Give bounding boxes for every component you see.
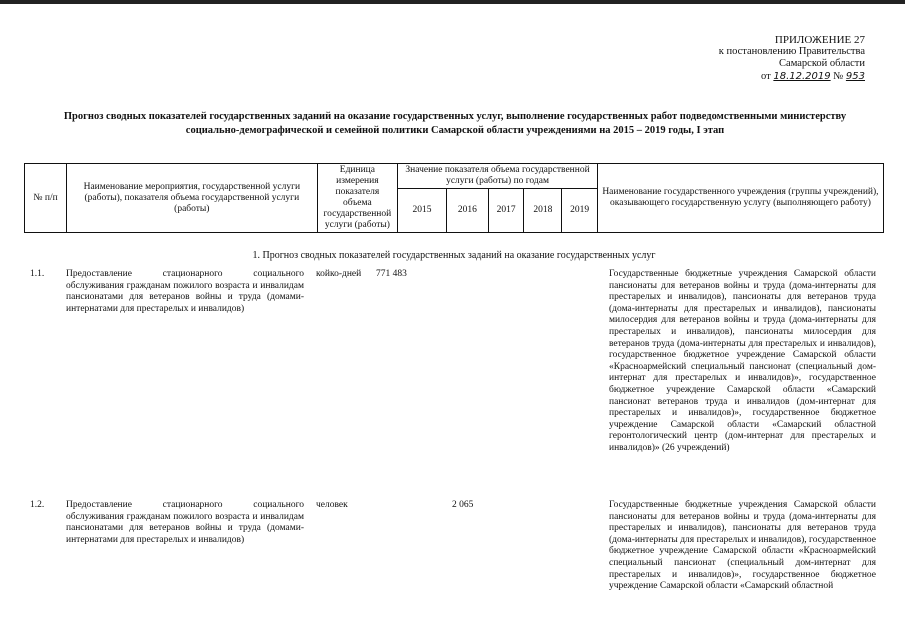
row-value-2016: 2 065	[452, 500, 474, 510]
header-year: 2017	[488, 189, 524, 233]
appendix-block	[665, 34, 865, 83]
title-line1: Прогноз сводных показателей государственных заданий на оказание государственных услуг, выполнение государственных работ подведомственными министерству	[63, 111, 847, 122]
header-year: 2016	[446, 189, 488, 233]
header-institution: Наименование государственного учреждения (группы учреждений), оказывающего государственную услугу (выполняющего работу)	[597, 164, 883, 233]
appendix-line2: к постановлению Правительства	[718, 46, 865, 57]
row-value-2015: 771 483	[376, 269, 407, 279]
table-header	[24, 163, 884, 233]
appendix-title: ПРИЛОЖЕНИЕ 27	[774, 34, 865, 46]
header-num: № п/п	[25, 164, 67, 233]
number-prefix: №	[833, 71, 844, 82]
row-institution: Государственные бюджетные учреждения Самарской области пансионаты для ветеранов войны и труда (дома-интернаты для престарелых и инвалидов), пансионаты для ветеранов труда (дома-интернаты для престарелых и инвалидов), пансионаты милосердия для ветеранов войны и труда (дома-интернаты для престарелых и инвалидов), пансионаты милосердия для ветеранов труда (дома-интернаты для престарелых и инвалидов), государственное бюджетное учреждение Самарской области «Красноармейский специальный пансионат (специальный дом-интернат для престарелых и инвалидов)», государственное бюджетное учреждение Самарской области «Самарский пансионат ветеранов труда и инвалидов (дом-интернат для престарелых и инвалидов)», государственное бюджетное учреждение Самарской области «Самарский областной геронтологический центр (дом-интернат для престарелых и инвалидов)» (26 учреждений)	[609, 269, 876, 453]
row-unit: человек	[316, 500, 348, 510]
row-name: Предоставление стационарного социального обслуживания гражданам пожилого возраста и инвалидам пансионатами для ветеранов войны и труда (домами-интернатами для престарелых и инвалидов)	[66, 269, 304, 314]
header-year: 2018	[524, 189, 562, 233]
header-name: Наименование мероприятия, государственной услуги (работы), показателя объема государственной услуги (работы)	[67, 164, 317, 233]
handwritten-number: 953	[845, 71, 865, 82]
row-name: Предоставление стационарного социального обслуживания гражданам пожилого возраста и инвалидам пансионатами для ветеранов войны и труда (домами-интернатами для престарелых и инвалидов)	[66, 500, 304, 545]
row-num: 1.1.	[30, 269, 45, 279]
document-title	[60, 110, 850, 138]
appendix-line3: Самарской области	[779, 58, 865, 69]
handwritten-date: 18.12.2019	[773, 71, 831, 82]
section-title: 1. Прогноз сводных показателей государственных заданий на оказание государственных услуг	[252, 250, 656, 261]
title-line2: социально-демографической и семейной политики Самарской области учреждениями на 2015 – 2019 годы, I этап	[185, 125, 725, 136]
header-value-group: Значение показателя объема государственной услуги (работы) по годам	[398, 164, 598, 189]
header-year: 2015	[398, 189, 447, 233]
row-num: 1.2.	[30, 500, 45, 510]
appendix-date-line	[665, 71, 865, 83]
date-prefix: от	[761, 71, 771, 82]
top-border	[0, 0, 905, 4]
header-year: 2019	[562, 189, 598, 233]
header-unit: Единица измерения показателя объема государственной услуги (работы)	[317, 164, 398, 233]
row-unit: койко-дней	[316, 269, 362, 279]
row-institution: Государственные бюджетные учреждения Самарской области пансионаты для ветеранов войны и труда (дома-интернаты для престарелых и инвалидов), пансионаты для ветеранов труда (дома-интернаты для престарелых и инвалидов), государственное бюджетное учреждение Самарской области «Красноармейский специальный пансионат (специальный дом-интернат для престарелых и инвалидов)», государственное бюджетное учреждение Самарской области «Самарский областной	[609, 500, 876, 592]
